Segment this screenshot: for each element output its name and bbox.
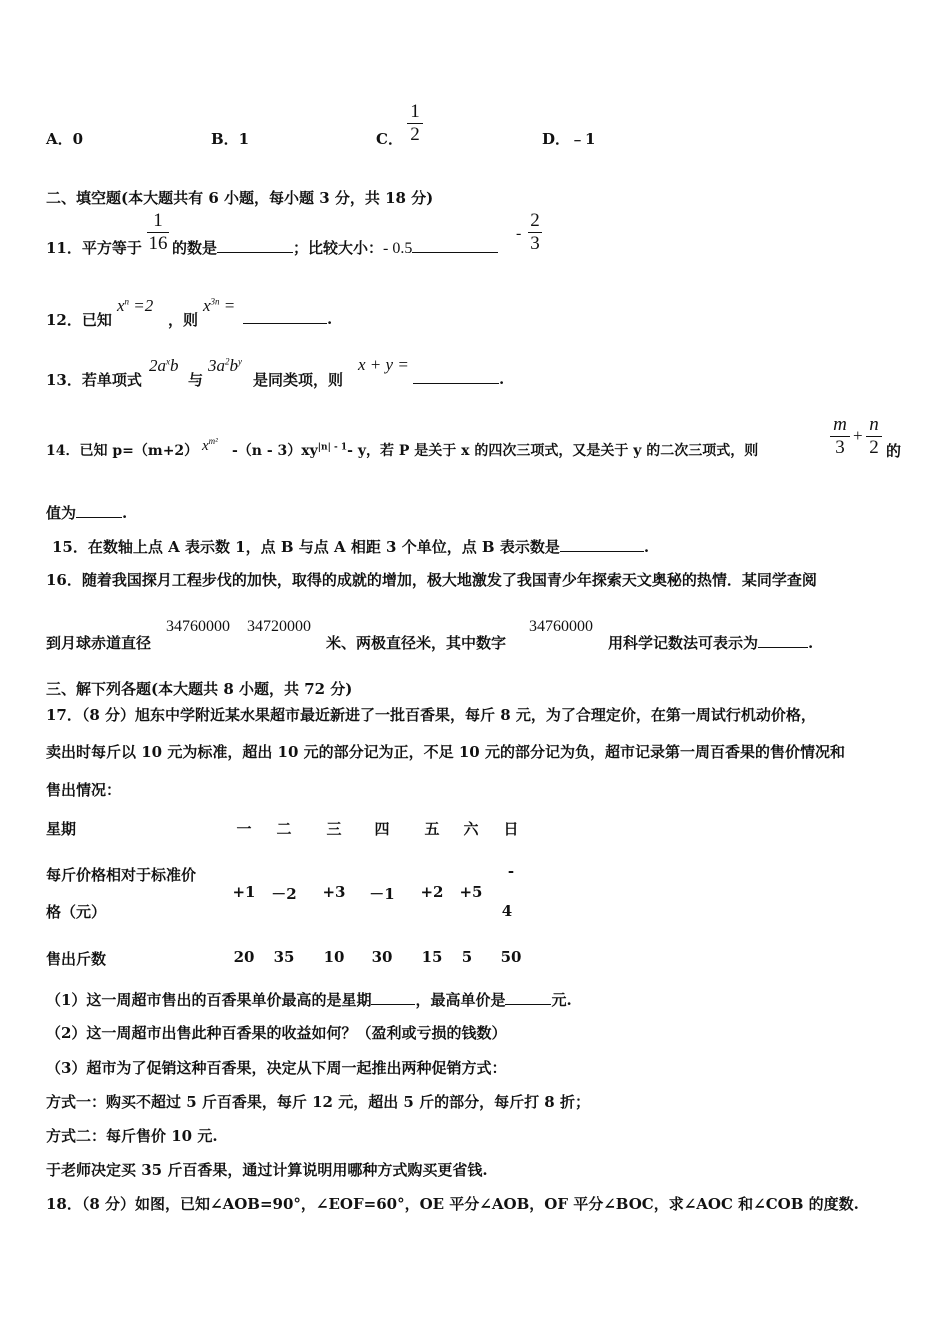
table-sales: 5 (461, 948, 473, 966)
choice-c-fraction: 1 2 (407, 102, 423, 145)
q14-plus: + (853, 426, 863, 445)
table-day: 日 (503, 820, 519, 838)
table-price: +1 (232, 883, 256, 901)
q13-prefix: 13．若单项式 (46, 371, 142, 389)
q17-way2: 方式二：每斤售价 10 元. (46, 1127, 218, 1145)
q17-sub2: （2）这一周超市出售此种百香果的收益如何？（盈利或亏损的钱数） (46, 1024, 507, 1042)
table-price: +2 (420, 883, 444, 901)
table-sales: 10 (323, 948, 345, 966)
q14-prefix: 14．已知 p=（m+2） (46, 443, 199, 459)
q11-fraction-2: 2 3 (528, 211, 542, 254)
q16-number-2: 34720000 (247, 618, 311, 635)
choice-b: B．1 (211, 130, 250, 148)
table-price: －1 (369, 885, 395, 903)
q18: 18．（8 分）如图，已知∠AOB=90°，∠EOF=60°，OE 平分∠AOB，OF 平分∠BOC，求∠AOC 和∠COB 的度数. (46, 1195, 859, 1213)
q16-line2a: 到月球赤道直径 (46, 634, 152, 652)
q17-way1: 方式一：购买不超过 5 斤百香果，每斤 12 元，超出 5 斤的部分，每斤打 8 折； (46, 1093, 590, 1111)
table-day: 四 (374, 820, 390, 838)
q12-answer: . (243, 309, 332, 328)
q14-fraction-m: m 3 (830, 415, 850, 458)
choice-a: A．0 (46, 130, 84, 148)
q12-mid: ，则 (168, 311, 199, 329)
q13-monomial-1: $2a^xb$ (149, 356, 179, 375)
q11-neg-sign: - (516, 225, 522, 242)
table-day: 三 (326, 820, 342, 838)
table-day: 二 (276, 820, 292, 838)
table-sales: 20 (233, 948, 255, 966)
q13-monomial-2: $3a^2b^y$ (208, 356, 242, 375)
table-price-sunday-sign: - (507, 862, 515, 880)
choice-c: C． (376, 130, 403, 148)
table-price: +3 (322, 883, 346, 901)
q13-with: 与 (188, 371, 204, 389)
q17-final: 于老师决定买 35 斤百香果，通过计算说明用哪种方式购买更省钱. (46, 1161, 488, 1179)
q14-line2: 值为 . (46, 504, 128, 522)
q17-line1: 17．（8 分）旭东中学附近某水果超市最近新进了一批百香果，每斤 8 元，为了合理定价，在第一周试行机动价格， (46, 706, 816, 724)
table-sales: 35 (273, 948, 295, 966)
q16-number-1: 34760000 (166, 618, 230, 635)
q11-fraction: 1 16 (148, 210, 168, 254)
q17-line2: 卖出时每斤以 10 元为标准，超出 10 元的部分记为正，不足 10 元的部分记为负，超市记录第一周百香果的售价情况和 (46, 743, 845, 761)
table-day: 六 (463, 820, 479, 838)
q17-sub3: （3）超市为了促销这种百香果，决定从下周一起推出两种促销方式： (46, 1059, 507, 1077)
q11-text: 的数是 ；比较大小：- 0.5 (172, 237, 498, 258)
q16-number-3: 34760000 (529, 618, 593, 635)
q14-fraction-n: n 2 (866, 415, 882, 458)
table-day: 一 (236, 820, 252, 838)
q17-sub1: （1）这一周超市售出的百香果单价最高的是星期 ，最高单价是 元. (46, 991, 572, 1009)
q13-answer: . (413, 369, 504, 388)
table-price-sunday-value: 4 (501, 902, 513, 920)
q16-line1: 16．随着我国探月工程步伐的加快，取得的成就的增加，极大地激发了我国青少年探索天文奥秘的热情．某同学查阅 (46, 571, 817, 589)
q15: 15．在数轴上点 A 表示数 1，点 B 与点 A 相距 3 个单位，点 B 表示数是 . (52, 538, 650, 556)
q12-prefix: 12．已知 (46, 311, 112, 329)
q14-end: 的 (886, 442, 902, 460)
table-price: +5 (459, 883, 483, 901)
table-label-price-b: 格（元） (46, 903, 107, 921)
q16-line2c: 用科学记数法可表示为 . (608, 634, 814, 652)
table-price: －2 (271, 885, 297, 903)
q12-expr-1: $x^n =2$ (117, 296, 154, 315)
choice-d: D．﹣1 (542, 130, 596, 148)
q13-mid: 是同类项，则 (253, 371, 344, 389)
table-label-sales: 售出斤数 (46, 950, 107, 968)
table-sales: 30 (371, 948, 393, 966)
section-3-title: 三、解下列各题(本大题共 8 小题，共 72 分) (46, 680, 353, 698)
table-label-weekday: 星期 (46, 820, 77, 838)
table-sales: 15 (421, 948, 443, 966)
table-label-price-a: 每斤价格相对于标准价 (46, 866, 197, 884)
table-sales: 50 (500, 948, 522, 966)
q13-expr: x + y = (358, 355, 409, 374)
q11-prefix: 11．平方等于 (46, 239, 142, 257)
q17-line3: 售出情况： (46, 781, 122, 799)
q14-mid: $-(n - 3)xy^{|n| - 1}-$ y，若 P 是关于 x 的四次三项式，又是关于 y 的二次三项式，则 (232, 442, 759, 459)
section-2-title: 二、填空题(本大题共有 6 小题，每小题 3 分，共 18 分) (46, 189, 434, 207)
q16-line2b: 米、两极直径米，其中数字 (326, 634, 507, 652)
q12-expr-2: $x^{3n}$ = (203, 296, 236, 315)
table-day: 五 (424, 820, 440, 838)
q14-x-power: $x^{m^2}$ (202, 436, 218, 454)
